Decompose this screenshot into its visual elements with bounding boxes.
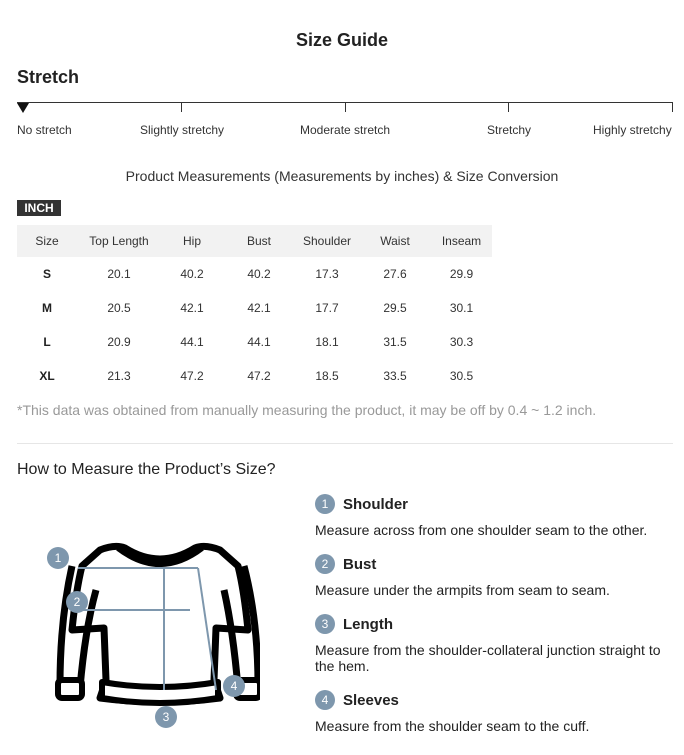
table-cell: 30.3 [449,335,474,349]
table-cell: 42.1 [180,301,204,315]
table-cell: 18.1 [315,335,339,349]
stretch-heading: Stretch [17,67,80,87]
size-cell: M [42,301,52,315]
table-cell: 17.3 [315,267,339,281]
measure-description: Measure under the armpits from seam to seam. [315,582,610,598]
table-cell: 40.2 [247,267,271,281]
table-cell: 33.5 [383,369,407,383]
stretch-tick [181,102,182,112]
column-header: Waist [359,225,431,257]
measure-description: Measure from the shoulder-collateral junction straight to the hem. [315,642,661,674]
column-header: Size [17,225,77,257]
marker-1 [47,547,69,569]
table-cell: 29.9 [449,267,474,281]
stretch-level-no-stretch: No stretch [17,123,72,137]
unit-badge: INCH [17,200,61,216]
measure-item-sleeves [315,690,675,734]
stretch-level-moderate: Moderate stretch [300,123,391,137]
table-cell: 21.3 [107,369,131,383]
table-cell: 44.1 [247,335,271,349]
table-cell: 30.1 [449,301,474,315]
table-cell: 18.5 [315,369,339,383]
measurements-title: Product Measurements (Measurements by inches) & Size Conversion [125,168,559,184]
table-cell: 17.7 [315,301,339,315]
table-cell: 29.5 [383,301,407,315]
table-row [17,325,492,359]
stretch-tick [672,102,673,112]
stretch-tick [508,102,509,112]
measure-name: Length [343,615,393,633]
size-table [17,225,492,393]
svg-text:1: 1 [54,551,62,565]
table-cell: 40.2 [180,267,204,281]
table-cell: 30.5 [449,369,474,383]
table-cell: 47.2 [247,369,271,383]
measure-description: Measure across from one shoulder seam to the other. [315,522,648,538]
measure-item-bust [315,554,675,598]
table-cell: 20.5 [107,301,131,315]
stretch-level-stretchy: Stretchy [487,123,532,137]
table-header-row [17,225,492,257]
table-cell: 47.2 [180,369,204,383]
table-cell: 31.5 [383,335,407,349]
number-badge: 1 [315,494,335,514]
table-cell: 20.1 [107,267,131,281]
table-cell: 42.1 [247,301,271,315]
size-cell: XL [39,369,55,383]
measure-item-length [315,614,675,674]
sweatshirt-icon [30,530,260,735]
column-header: Top Length [77,225,161,257]
measurement-note: *This data was obtained from manually measuring the product, it may be off by 0.4 ~ 1.2 inch. [17,402,597,418]
column-header: Shoulder [295,225,359,257]
table-cell: 27.6 [383,267,407,281]
stretch-tick [345,102,346,112]
column-header: Bust [223,225,295,257]
measure-description: Measure from the shoulder seam to the cuff. [315,718,590,734]
marker-4 [223,675,245,697]
page-title: Size Guide [295,30,389,50]
number-badge: 3 [315,614,335,634]
measure-item-shoulder [315,494,675,538]
section-divider [17,443,673,444]
stretch-level-highly: Highly stretchy [593,123,672,137]
table-row [17,257,492,291]
how-to-measure-title: How to Measure the Product’s Size? [17,461,276,478]
size-cell: S [42,267,51,281]
table-row [17,359,492,393]
measure-name: Shoulder [343,495,409,513]
marker-3 [155,706,177,728]
stretch-level-slightly: Slightly stretchy [140,123,225,137]
svg-text:3: 3 [162,710,170,724]
marker-2 [66,591,88,613]
column-header: Inseam [431,225,492,257]
number-badge: 2 [315,554,335,574]
table-cell: 44.1 [180,335,204,349]
table-row [17,291,492,325]
measure-name: Bust [343,555,377,573]
svg-text:2: 2 [73,595,81,609]
column-header: Hip [161,225,223,257]
table-cell: 20.9 [107,335,131,349]
svg-text:4: 4 [230,679,238,693]
measure-name: Sleeves [343,691,399,709]
number-badge: 4 [315,690,335,710]
triangle-down-icon [17,103,29,113]
size-cell: L [43,335,51,349]
